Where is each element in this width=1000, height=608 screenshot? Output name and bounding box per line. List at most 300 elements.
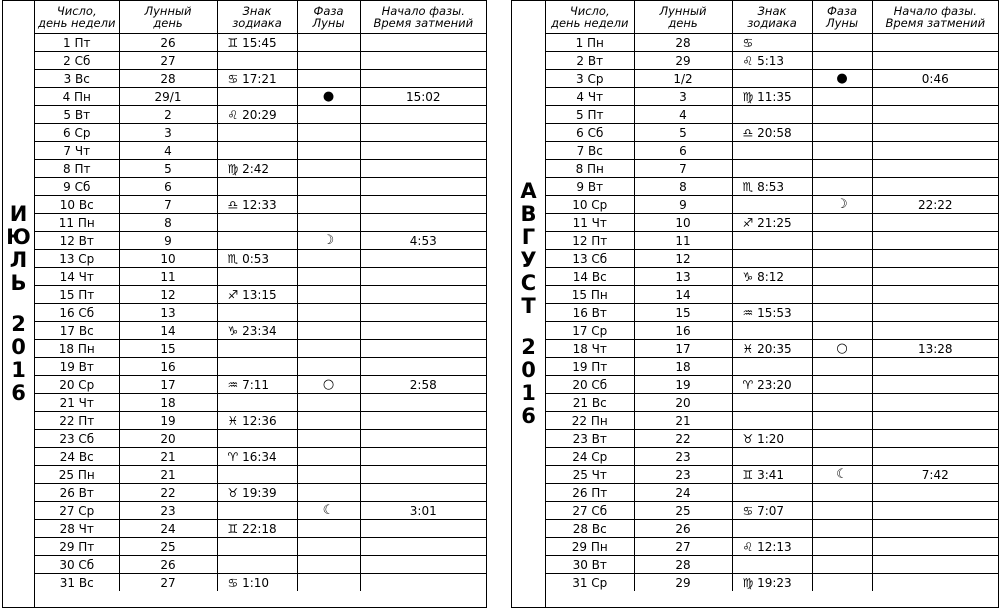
month-label-letter: 0 — [521, 358, 536, 382]
table-row — [35, 484, 486, 502]
moon-phase-cell — [812, 502, 872, 520]
lunar-day-cell: 14 — [634, 286, 732, 304]
date-cell: 19 Вт — [35, 358, 119, 376]
zodiac-sign-cell: ♌ 5:13 — [732, 52, 812, 70]
zodiac-sign-cell — [732, 394, 812, 412]
date-cell: 13 Ср — [35, 250, 119, 268]
lunar-day-cell: 29 — [634, 574, 732, 592]
moon-phase-cell — [812, 178, 872, 196]
zodiac-sign-cell: ♉ 1:20 — [732, 430, 812, 448]
date-cell: 27 Ср — [35, 502, 119, 520]
moon-phase-cell — [812, 214, 872, 232]
month-label-letter: 1 — [11, 358, 26, 382]
date-cell: 2 Вт — [546, 52, 634, 70]
lunar-day-cell: 3 — [119, 124, 217, 142]
moon-phase-cell — [297, 358, 360, 376]
table-row — [546, 358, 998, 376]
date-cell: 11 Пн — [35, 214, 119, 232]
lunar-day-cell: 26 — [119, 34, 217, 52]
phase-start-cell — [360, 538, 486, 556]
date-cell: 14 Чт — [35, 268, 119, 286]
table-header-row — [35, 1, 486, 34]
month-label-letter: С — [520, 271, 537, 295]
phase-start-cell — [872, 268, 998, 286]
date-cell: 23 Вт — [546, 430, 634, 448]
month-label-letter: И — [9, 202, 28, 226]
phase-start-cell — [872, 574, 998, 592]
header-moon-phase: Фаза Луны — [812, 1, 872, 34]
date-cell: 1 Пн — [546, 34, 634, 52]
date-cell: 26 Вт — [35, 484, 119, 502]
phase-start-cell — [872, 502, 998, 520]
zodiac-sign-cell: ♌ 20:29 — [217, 106, 297, 124]
lunar-day-cell: 4 — [119, 142, 217, 160]
phase-start-cell — [360, 574, 486, 592]
zodiac-sign-cell — [732, 196, 812, 214]
moon-phase-cell — [812, 124, 872, 142]
phase-start-cell — [872, 178, 998, 196]
phase-start-cell — [360, 556, 486, 574]
lunar-day-cell: 12 — [634, 250, 732, 268]
zodiac-sign-cell — [732, 106, 812, 124]
table-row — [35, 232, 486, 250]
phase-start-cell: 15:02 — [360, 88, 486, 106]
phase-start-cell — [360, 124, 486, 142]
date-cell: 8 Пт — [35, 160, 119, 178]
table-row — [35, 106, 486, 124]
month-label-letter: 6 — [11, 381, 26, 405]
date-cell: 3 Ср — [546, 70, 634, 88]
table-row — [546, 574, 998, 592]
date-cell: 28 Вс — [546, 520, 634, 538]
lunar-day-cell: 23 — [119, 502, 217, 520]
moon-phase-cell — [812, 250, 872, 268]
zodiac-sign-cell: ♊ 15:45 — [217, 34, 297, 52]
lunar-day-cell: 27 — [119, 52, 217, 70]
phase-start-cell — [360, 358, 486, 376]
phase-start-cell — [872, 322, 998, 340]
date-cell: 30 Вт — [546, 556, 634, 574]
moon-phase-cell — [297, 340, 360, 358]
moon-phase-cell — [812, 538, 872, 556]
lunar-day-cell: 25 — [119, 538, 217, 556]
date-cell: 15 Пт — [35, 286, 119, 304]
date-cell: 20 Ср — [35, 376, 119, 394]
date-cell: 1 Пт — [35, 34, 119, 52]
zodiac-sign-cell: ♑ 23:34 — [217, 322, 297, 340]
moon-phase-cell — [297, 106, 360, 124]
zodiac-sign-cell — [732, 232, 812, 250]
moon-phase-cell — [812, 160, 872, 178]
lunar-day-cell: 19 — [119, 412, 217, 430]
moon-phase-cell — [297, 286, 360, 304]
table-row — [546, 268, 998, 286]
zodiac-sign-cell — [217, 52, 297, 70]
zodiac-sign-cell: ♍ 19:23 — [732, 574, 812, 592]
lunar-day-cell: 17 — [634, 340, 732, 358]
zodiac-sign-cell: ♏ 8:53 — [732, 178, 812, 196]
zodiac-sign-cell: ♐ 21:25 — [732, 214, 812, 232]
moon-phase-cell — [812, 448, 872, 466]
date-cell: 7 Чт — [35, 142, 119, 160]
lunar-day-cell: 7 — [119, 196, 217, 214]
zodiac-sign-cell: ♋ 1:10 — [217, 574, 297, 592]
zodiac-sign-cell — [732, 286, 812, 304]
lunar-day-cell: 21 — [119, 448, 217, 466]
date-cell: 23 Сб — [35, 430, 119, 448]
date-cell: 9 Сб — [35, 178, 119, 196]
phase-start-cell — [872, 448, 998, 466]
moon-phase-cell: ☽ — [812, 196, 872, 214]
lunar-day-cell: 15 — [119, 340, 217, 358]
moon-phase-cell — [297, 322, 360, 340]
table-row — [35, 520, 486, 538]
month-label-july — [3, 1, 35, 607]
table-row — [35, 160, 486, 178]
table-header-row — [546, 1, 998, 34]
lunar-day-cell: 26 — [119, 556, 217, 574]
zodiac-sign-cell — [732, 484, 812, 502]
date-cell: 7 Вс — [546, 142, 634, 160]
table-row — [35, 574, 486, 592]
moon-phase-cell — [297, 430, 360, 448]
moon-phase-cell — [297, 538, 360, 556]
zodiac-sign-cell: ♑ 8:12 — [732, 268, 812, 286]
zodiac-sign-cell — [217, 268, 297, 286]
month-label-letter: Г — [521, 225, 536, 249]
phase-start-cell — [872, 286, 998, 304]
phase-start-cell — [872, 304, 998, 322]
table-row — [546, 106, 998, 124]
table-row — [546, 52, 998, 70]
phase-start-cell — [872, 124, 998, 142]
date-cell: 18 Пн — [35, 340, 119, 358]
phase-start-cell: 22:22 — [872, 196, 998, 214]
date-cell: 15 Пн — [546, 286, 634, 304]
zodiac-sign-cell — [732, 412, 812, 430]
date-cell: 21 Чт — [35, 394, 119, 412]
phase-start-cell — [360, 70, 486, 88]
table-row — [35, 412, 486, 430]
table-row — [35, 466, 486, 484]
moon-phase-cell: ● — [297, 88, 360, 106]
moon-phase-cell — [812, 106, 872, 124]
table-row — [35, 268, 486, 286]
zodiac-sign-cell: ♍ 2:42 — [217, 160, 297, 178]
date-cell: 14 Вс — [546, 268, 634, 286]
zodiac-sign-cell: ♈ 23:20 — [732, 376, 812, 394]
moon-phase-cell — [812, 484, 872, 502]
phase-start-cell — [360, 304, 486, 322]
lunar-day-cell: 6 — [634, 142, 732, 160]
phase-start-cell: 13:28 — [872, 340, 998, 358]
moon-phase-cell — [812, 556, 872, 574]
phase-start-cell — [872, 160, 998, 178]
date-cell: 16 Сб — [35, 304, 119, 322]
date-cell: 10 Вс — [35, 196, 119, 214]
date-cell: 4 Пн — [35, 88, 119, 106]
phase-start-cell — [360, 214, 486, 232]
moon-phase-cell — [812, 286, 872, 304]
table-row — [35, 178, 486, 196]
phase-start-cell — [872, 250, 998, 268]
lunar-day-cell: 10 — [119, 250, 217, 268]
lunar-day-cell: 21 — [119, 466, 217, 484]
moon-phase-cell — [812, 304, 872, 322]
moon-phase-cell — [297, 448, 360, 466]
moon-phase-cell — [297, 34, 360, 52]
moon-phase-cell — [297, 412, 360, 430]
phase-start-cell — [360, 268, 486, 286]
table-row — [35, 196, 486, 214]
table-row — [546, 394, 998, 412]
table-row — [546, 340, 998, 358]
zodiac-sign-cell: ♊ 22:18 — [217, 520, 297, 538]
phase-start-cell — [872, 394, 998, 412]
date-cell: 29 Пн — [546, 538, 634, 556]
lunar-day-cell: 16 — [634, 322, 732, 340]
header-lunar-day: Лунный день — [119, 1, 217, 34]
table-row — [546, 430, 998, 448]
zodiac-sign-cell: ♋ 17:21 — [217, 70, 297, 88]
lunar-day-cell: 28 — [119, 70, 217, 88]
lunar-day-cell: 4 — [634, 106, 732, 124]
date-cell: 3 Вс — [35, 70, 119, 88]
table-row — [546, 484, 998, 502]
phase-start-cell: 0:46 — [872, 70, 998, 88]
zodiac-sign-cell: ♈ 16:34 — [217, 448, 297, 466]
phase-start-cell: 4:53 — [360, 232, 486, 250]
date-cell: 12 Пт — [546, 232, 634, 250]
header-moon-phase: Фаза Луны — [297, 1, 360, 34]
table-row — [546, 556, 998, 574]
moon-phase-cell — [297, 196, 360, 214]
lunar-day-cell: 19 — [634, 376, 732, 394]
zodiac-sign-cell — [217, 538, 297, 556]
date-cell: 22 Пт — [35, 412, 119, 430]
phase-start-cell — [872, 376, 998, 394]
header-date: Число, день недели — [35, 1, 119, 34]
date-cell: 16 Вт — [546, 304, 634, 322]
phase-start-cell — [872, 214, 998, 232]
phase-start-cell — [872, 556, 998, 574]
table-row — [546, 214, 998, 232]
month-label-letter: А — [520, 179, 537, 203]
month-label-letter: Ю — [6, 225, 31, 249]
moon-phase-cell — [812, 358, 872, 376]
table-row — [35, 340, 486, 358]
zodiac-sign-cell — [732, 322, 812, 340]
lunar-day-cell: 13 — [634, 268, 732, 286]
zodiac-sign-cell — [732, 520, 812, 538]
month-label-letter: У — [520, 248, 537, 272]
zodiac-sign-cell — [732, 70, 812, 88]
lunar-day-cell: 22 — [119, 484, 217, 502]
moon-phase-cell — [297, 556, 360, 574]
table-row — [546, 448, 998, 466]
phase-start-cell — [872, 106, 998, 124]
zodiac-sign-cell — [217, 304, 297, 322]
table-row — [546, 376, 998, 394]
table-row — [35, 250, 486, 268]
phase-start-cell: 7:42 — [872, 466, 998, 484]
table-row — [546, 538, 998, 556]
date-cell: 17 Ср — [546, 322, 634, 340]
lunar-day-cell: 5 — [119, 160, 217, 178]
phase-start-cell — [360, 322, 486, 340]
phase-start-cell — [360, 160, 486, 178]
lunar-day-cell: 6 — [119, 178, 217, 196]
moon-phase-cell — [812, 376, 872, 394]
header-phase-start: Начало фазы. Время затмений — [872, 1, 998, 34]
moon-phase-cell — [297, 250, 360, 268]
zodiac-sign-cell — [217, 340, 297, 358]
date-cell: 5 Пт — [546, 106, 634, 124]
lunar-day-cell: 29/1 — [119, 88, 217, 106]
phase-start-cell — [872, 88, 998, 106]
moon-phase-cell — [297, 178, 360, 196]
moon-phase-cell — [812, 322, 872, 340]
phase-start-cell — [872, 358, 998, 376]
table-row — [546, 304, 998, 322]
table-row — [546, 142, 998, 160]
zodiac-sign-cell: ♉ 19:39 — [217, 484, 297, 502]
moon-phase-cell — [812, 412, 872, 430]
zodiac-sign-cell — [217, 178, 297, 196]
date-cell: 8 Пн — [546, 160, 634, 178]
table-row — [546, 250, 998, 268]
zodiac-sign-cell: ♎ 12:33 — [217, 196, 297, 214]
moon-phase-cell — [297, 394, 360, 412]
zodiac-sign-cell — [217, 88, 297, 106]
table-row — [35, 394, 486, 412]
phase-start-cell — [360, 178, 486, 196]
date-cell: 12 Вт — [35, 232, 119, 250]
zodiac-sign-cell — [217, 124, 297, 142]
lunar-day-cell: 18 — [634, 358, 732, 376]
phase-start-cell — [872, 142, 998, 160]
moon-phase-cell — [812, 88, 872, 106]
zodiac-sign-cell — [217, 466, 297, 484]
date-cell: 13 Сб — [546, 250, 634, 268]
zodiac-sign-cell: ♏ 0:53 — [217, 250, 297, 268]
lunar-day-cell: 8 — [119, 214, 217, 232]
zodiac-sign-cell — [732, 556, 812, 574]
date-cell: 11 Чт — [546, 214, 634, 232]
moon-phase-cell — [297, 124, 360, 142]
moon-phase-cell — [297, 466, 360, 484]
month-label-letter: 1 — [521, 381, 536, 405]
moon-phase-cell: ☽ — [297, 232, 360, 250]
date-cell: 30 Сб — [35, 556, 119, 574]
phase-start-cell: 3:01 — [360, 502, 486, 520]
table-row — [546, 88, 998, 106]
lunar-day-cell: 29 — [634, 52, 732, 70]
date-cell: 19 Пт — [546, 358, 634, 376]
phase-start-cell — [872, 232, 998, 250]
moon-phase-cell — [812, 142, 872, 160]
lunar-day-cell: 22 — [634, 430, 732, 448]
phase-start-cell — [360, 466, 486, 484]
lunar-day-cell: 25 — [634, 502, 732, 520]
zodiac-sign-cell: ♎ 20:58 — [732, 124, 812, 142]
moon-phase-cell — [297, 70, 360, 88]
lunar-day-cell: 23 — [634, 448, 732, 466]
lunar-day-cell: 7 — [634, 160, 732, 178]
moon-phase-cell: ☾ — [812, 466, 872, 484]
moon-phase-cell — [297, 214, 360, 232]
table-row — [546, 124, 998, 142]
table-row — [35, 70, 486, 88]
table-row — [546, 286, 998, 304]
date-cell: 5 Вт — [35, 106, 119, 124]
lunar-day-cell: 5 — [634, 124, 732, 142]
lunar-day-cell: 8 — [634, 178, 732, 196]
table-row — [35, 376, 486, 394]
table-row — [546, 520, 998, 538]
moon-phase-cell: ● — [812, 70, 872, 88]
date-cell: 29 Пт — [35, 538, 119, 556]
moon-phase-cell — [812, 394, 872, 412]
table-row — [35, 538, 486, 556]
month-label-letter: Ь — [10, 271, 27, 295]
phase-start-cell — [872, 484, 998, 502]
phase-start-cell — [872, 520, 998, 538]
lunar-day-cell: 9 — [634, 196, 732, 214]
month-label-august — [512, 1, 546, 607]
date-cell: 2 Сб — [35, 52, 119, 70]
lunar-day-cell: 27 — [634, 538, 732, 556]
moon-phase-cell: ○ — [812, 340, 872, 358]
date-cell: 21 Вс — [546, 394, 634, 412]
phase-start-cell — [360, 286, 486, 304]
header-phase-start: Начало фазы. Время затмений — [360, 1, 486, 34]
date-cell: 31 Ср — [546, 574, 634, 592]
date-cell: 24 Вс — [35, 448, 119, 466]
lunar-day-cell: 21 — [634, 412, 732, 430]
lunar-day-cell: 24 — [634, 484, 732, 502]
date-cell: 31 Вс — [35, 574, 119, 592]
table-row — [35, 502, 486, 520]
phase-start-cell — [360, 448, 486, 466]
moon-phase-cell — [812, 34, 872, 52]
phase-start-cell — [360, 340, 486, 358]
lunar-day-cell: 24 — [119, 520, 217, 538]
phase-start-cell — [360, 430, 486, 448]
moon-phase-cell — [812, 52, 872, 70]
table-row — [546, 160, 998, 178]
zodiac-sign-cell — [732, 160, 812, 178]
zodiac-sign-cell — [217, 502, 297, 520]
table-row — [35, 448, 486, 466]
table-row — [35, 304, 486, 322]
lunar-day-cell: 3 — [634, 88, 732, 106]
lunar-day-cell: 20 — [634, 394, 732, 412]
lunar-day-cell: 28 — [634, 34, 732, 52]
zodiac-sign-cell — [217, 232, 297, 250]
lunar-day-cell: 11 — [634, 232, 732, 250]
lunar-day-cell: 13 — [119, 304, 217, 322]
moon-phase-cell — [297, 142, 360, 160]
lunar-day-cell: 10 — [634, 214, 732, 232]
zodiac-sign-cell: ♓ 20:35 — [732, 340, 812, 358]
table-row — [546, 466, 998, 484]
table-row — [35, 430, 486, 448]
moon-phase-cell — [297, 520, 360, 538]
moon-phase-cell — [812, 520, 872, 538]
header-date: Число, день недели — [546, 1, 634, 34]
zodiac-sign-cell — [217, 358, 297, 376]
